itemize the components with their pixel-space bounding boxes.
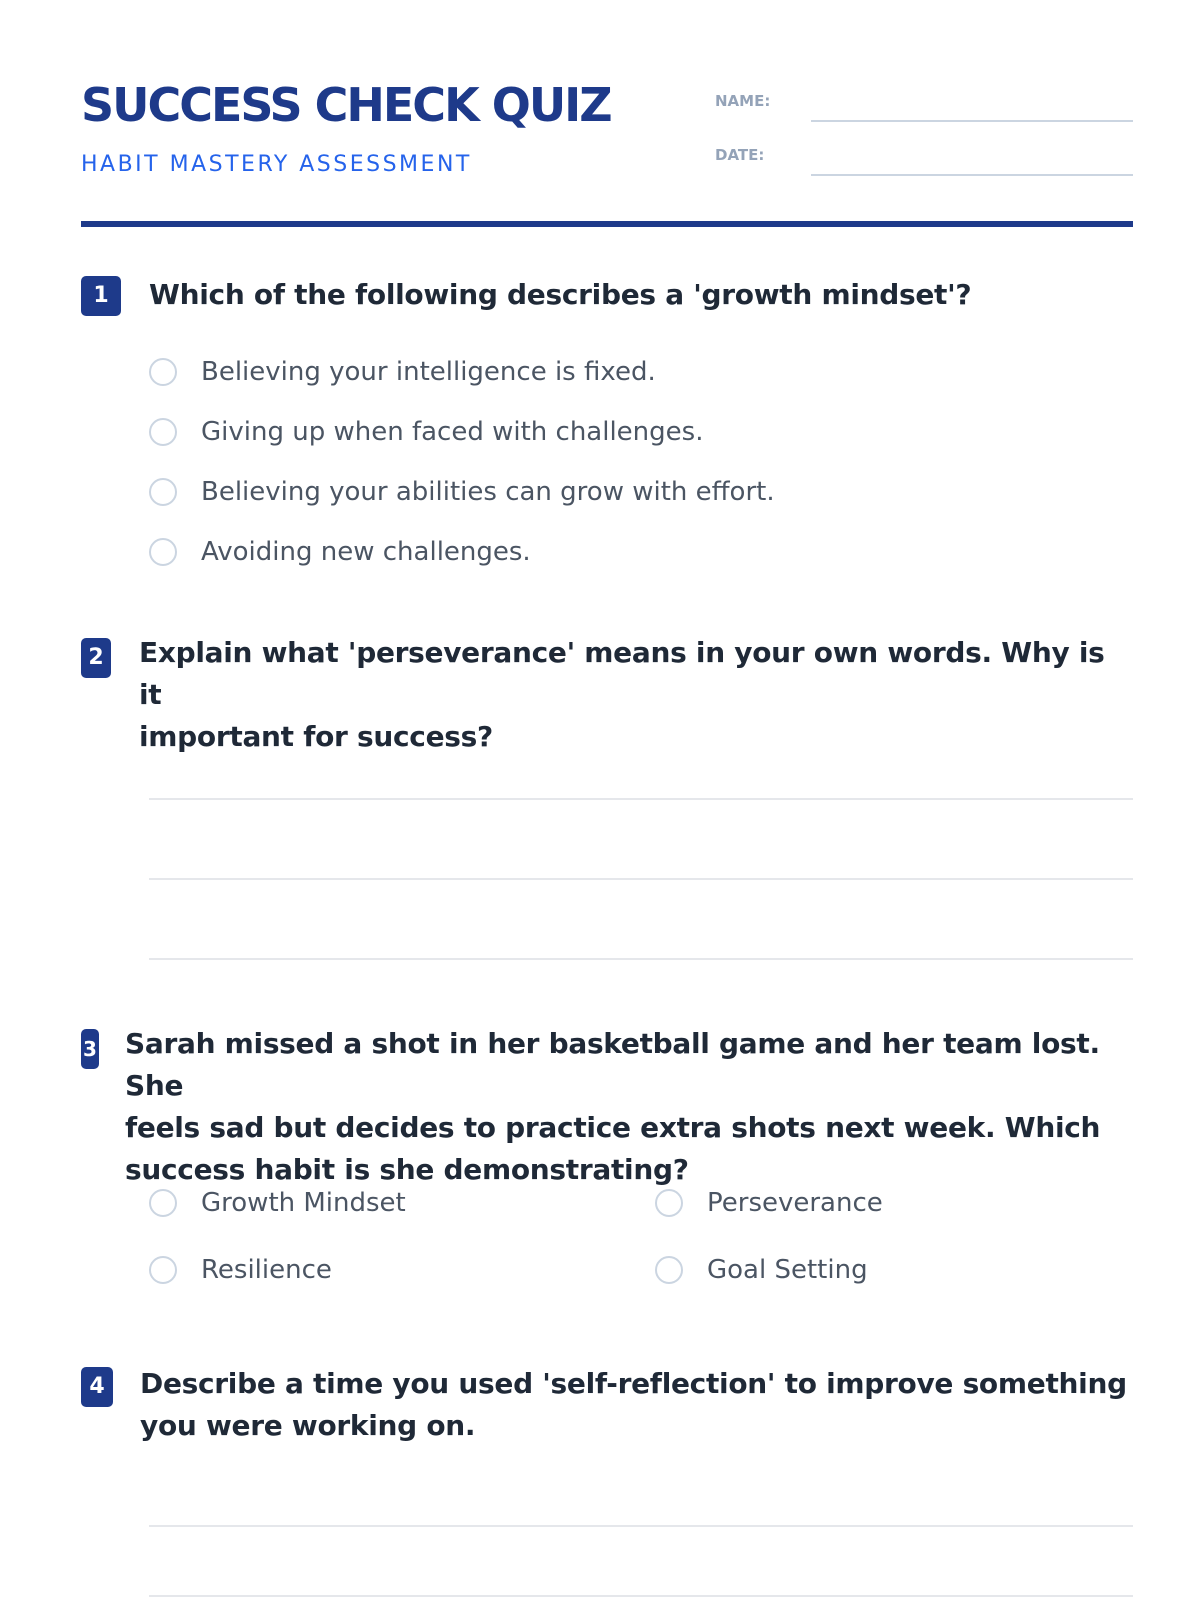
question-1-option-2[interactable] [149, 412, 703, 452]
quiz-header [81, 0, 1133, 228]
question-text-line: Explain what 'perseverance' means in your own words. Why is it [139, 636, 1105, 711]
answer-line[interactable] [149, 798, 1133, 800]
name-input-line[interactable] [811, 120, 1133, 122]
radio-button[interactable] [149, 1256, 177, 1284]
option-label: Avoiding new challenges. [201, 537, 531, 567]
radio-button[interactable] [149, 538, 177, 566]
question-text [125, 1023, 1133, 1191]
question-number-badge: 2 [81, 638, 111, 678]
question-text-line: success habit is she demonstrating? [125, 1153, 689, 1186]
question-text [140, 1363, 1127, 1447]
radio-button[interactable] [149, 478, 177, 506]
radio-button[interactable] [149, 358, 177, 386]
radio-button[interactable] [655, 1189, 683, 1217]
question-number-badge: 1 [81, 276, 121, 316]
option-label: Perseverance [707, 1188, 883, 1218]
name-label: NAME: [715, 92, 771, 110]
question-number-badge: 3 [81, 1029, 99, 1069]
answer-line[interactable] [149, 1525, 1133, 1527]
question-text-line: Sarah missed a shot in her basketball game and her team lost. She [125, 1027, 1100, 1102]
radio-button[interactable] [149, 1189, 177, 1217]
question-3-option-growth-mindset[interactable] [149, 1183, 406, 1223]
answer-line[interactable] [149, 958, 1133, 960]
option-label: Believing your abilities can grow with effort. [201, 477, 775, 507]
question-3-option-goal-setting[interactable] [655, 1250, 868, 1290]
question-1 [81, 270, 1133, 570]
quiz-subtitle: HABIT MASTERY ASSESSMENT [81, 152, 472, 177]
date-field-row [715, 146, 1133, 176]
question-number-badge: 4 [81, 1367, 113, 1407]
question-text: Which of the following describes a 'growth mindset'? [149, 278, 972, 311]
question-2 [81, 632, 1133, 972]
question-text-line: Describe a time you used 'self-reflection' to improve something [140, 1367, 1127, 1400]
name-field-row [715, 92, 1133, 122]
option-label: Giving up when faced with challenges. [201, 417, 704, 447]
question-3-option-resilience[interactable] [149, 1250, 332, 1290]
question-1-option-3[interactable] [149, 472, 775, 512]
question-3-option-perseverance[interactable] [655, 1183, 883, 1223]
option-label: Resilience [201, 1255, 332, 1285]
answer-line[interactable] [149, 1595, 1133, 1597]
header-divider [81, 221, 1133, 227]
question-4 [81, 1363, 1133, 1600]
question-text-line: important for success? [139, 720, 493, 753]
quiz-page [81, 0, 1133, 1442]
option-label: Goal Setting [707, 1255, 868, 1285]
quiz-title: SUCCESS CHECK QUIZ [81, 78, 611, 132]
question-text [139, 632, 1133, 758]
option-label: Growth Mindset [201, 1188, 406, 1218]
date-label: DATE: [715, 146, 765, 164]
date-input-line[interactable] [811, 174, 1133, 176]
question-1-option-4[interactable] [149, 532, 531, 572]
question-3 [81, 1023, 1133, 1303]
answer-line[interactable] [149, 878, 1133, 880]
question-text-line: you were working on. [140, 1409, 476, 1442]
radio-button[interactable] [149, 418, 177, 446]
radio-button[interactable] [655, 1256, 683, 1284]
option-label: Believing your intelligence is fixed. [201, 357, 656, 387]
question-text-line: feels sad but decides to practice extra shots next week. Which [125, 1111, 1101, 1144]
question-1-option-1[interactable] [149, 352, 656, 392]
